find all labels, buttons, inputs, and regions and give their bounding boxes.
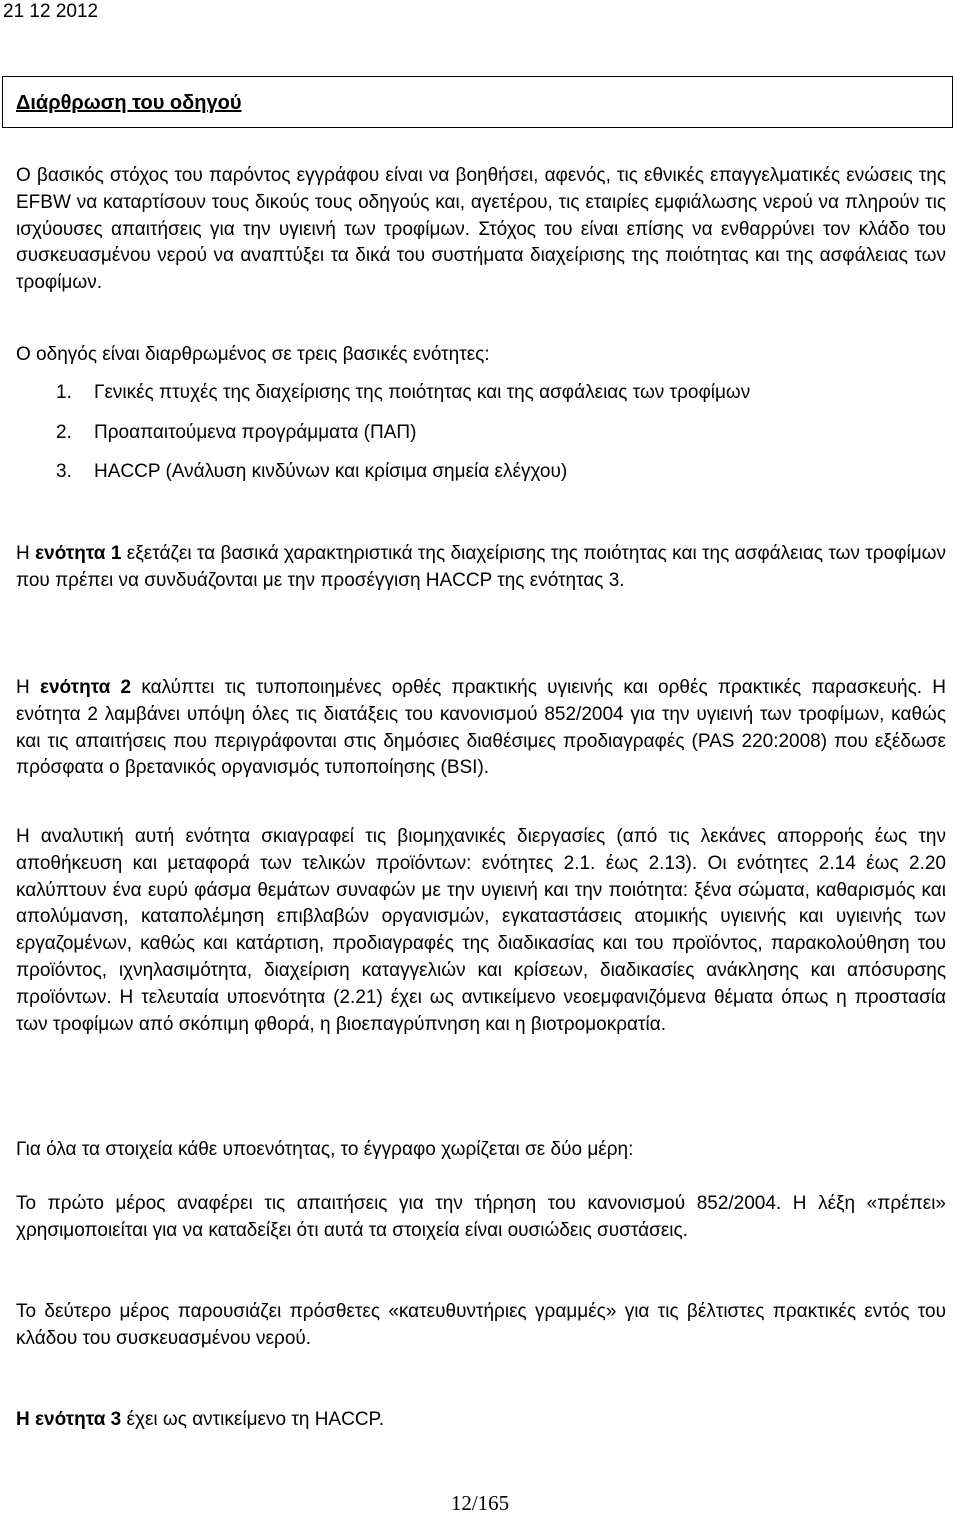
- list-item-text: Προαπαιτούμενα προγράμματα (ΠΑΠ): [94, 422, 417, 443]
- section3-bold: Η ενότητα 3: [16, 1409, 122, 1430]
- section-heading: Διάρθρωση του οδηγού: [16, 92, 242, 114]
- list-item: [56, 380, 750, 406]
- header-date: 21 12 2012: [3, 1, 99, 22]
- page-number: 12/165: [450, 1491, 510, 1515]
- first-part-paragraph: Το πρώτο μέρος αναφέρει τις απαιτήσεις για την τήρηση του κανονισμού 852/2004. Η λέξη «πρέπει» χρησιμοποιείται για να καταδείξει ότι αυτά τα στοιχεία είναι ουσιώδεις συστάσεις.: [16, 1193, 946, 1241]
- section1-lead: Η: [16, 543, 36, 564]
- section2-text: καλύπτει τις τυποποιημένες ορθές πρακτικής υγιεινής και ορθές πρακτικές παρασκευής. Η ενότητα 2 λαμβάνει υπόψη όλες τις διατάξεις του κανονισμού 852/2004 για την υγιεινή των τροφίμων, καθώς και τις απαιτήσεις που περιγράφονται στις δημόσιες διαθέσιμες προδιαγραφές (PAS 220:2008) που εξέδωσε πρόσφατα ο βρετανικός οργανισμός τυποποίησης (BSI).: [16, 677, 947, 779]
- two-parts-paragraph: Για όλα τα στοιχεία κάθε υποενότητας, το έγγραφο χωρίζεται σε δύο μέρη:: [16, 1139, 634, 1160]
- section3-text: έχει ως αντικείμενο τη HACCP.: [121, 1409, 385, 1430]
- list-item-text: HACCP (Ανάλυση κινδύνων και κρίσιμα σημεία ελέγχου): [94, 461, 568, 482]
- intro-paragraph: Ο βασικός στόχος του παρόντος εγγράφου είναι να βοηθήσει, αφενός, τις εθνικές επαγγελματικές ενώσεις της EFBW να καταρτίσουν τους δικούς τους οδηγούς και, αγετέρου, τις εταιρίες εμφιάλωσης νερού να πληρούν τις ισχύουσες απαιτήσεις για την υγιεινή των τροφίμων. Στόχος του είναι επίσης να ενθαρρύνει τον κλάδο του συσκευασμένου νερού να αναπτύξει τα δικά του συστήματα διαχείρισης της ποιότητας και της ασφάλειας των τροφίμων.: [16, 165, 946, 294]
- analytic-paragraph: Η αναλυτική αυτή ενότητα σκιαγραφεί τις βιομηχανικές διεργασίες (από τις λεκάνες απορροής έως την αποθήκευση και μεταφορά των τελικών προϊόντων: ενότητες 2.1. έως 2.13). Οι ενότητες 2.14 έως 2.20 καλύπτουν ένα ευρύ φάσμα θεμάτων συναφών με την υγιεινή και την ποιότητα: ξένα σώματα, καθαρισμός και απολύμανση, καταπολέμηση επιβλαβών οργανισμών, εγκαταστάσεις ατομικής υγιεινής και υγιεινής των εργαζομένων, καθώς και κατάρτιση, προδιαγραφές της διαδικασίας και του προϊόντος, παρακολούθηση του προϊόντος, ιχνηλασιμότητα, διαχείριση καταγγελιών και κρίσεων, διαδικασίες ανάκλησης και απόσυρσης προϊόντων. Η τελευταία υποενότητα (2.21) έχει ως αντικείμενο νεοεμφανιζόμενα θέματα όπως η προστασία των τροφίμων από σκόπιμη φθορά, η βιοεπαγρύπνηση και η βιοτρομοκρατία.: [16, 826, 946, 1035]
- section2-paragraph: [16, 675, 946, 782]
- section1-paragraph: [16, 541, 946, 595]
- list-item-number: 2.: [56, 422, 72, 443]
- list-item-number: 3.: [56, 461, 72, 482]
- section1-bold: ενότητα 1: [35, 543, 122, 564]
- list-item: [56, 420, 416, 446]
- section3-paragraph: [16, 1407, 946, 1434]
- section2-bold: ενότητα 2: [39, 677, 132, 698]
- list-item-number: 1.: [56, 382, 72, 403]
- section1-text: εξετάζει τα βασικά χαρακτηριστικά της διαχείρισης της ποιότητας και της ασφάλειας των τροφίμων που πρέπει να συνδυάζονται με την προσέγγιση HACCP της ενότητας 3.: [16, 543, 947, 591]
- list-item-text: Γενικές πτυχές της διαχείρισης της ποιότητας και της ασφάλειας των τροφίμων: [94, 382, 751, 403]
- section2-lead: Η: [16, 677, 40, 698]
- section-heading-box: [2, 76, 953, 128]
- second-part-paragraph: Το δεύτερο μέρος παρουσιάζει πρόσθετες «κατευθυντήριες γραμμές» για τις βέλτιστες πρακτικές εντός του κλάδου του συσκευασμένου νερού.: [16, 1301, 946, 1349]
- list-item: [56, 459, 567, 485]
- structure-intro: Ο οδηγός είναι διαρθρωμένος σε τρεις βασικές ενότητες:: [16, 344, 490, 365]
